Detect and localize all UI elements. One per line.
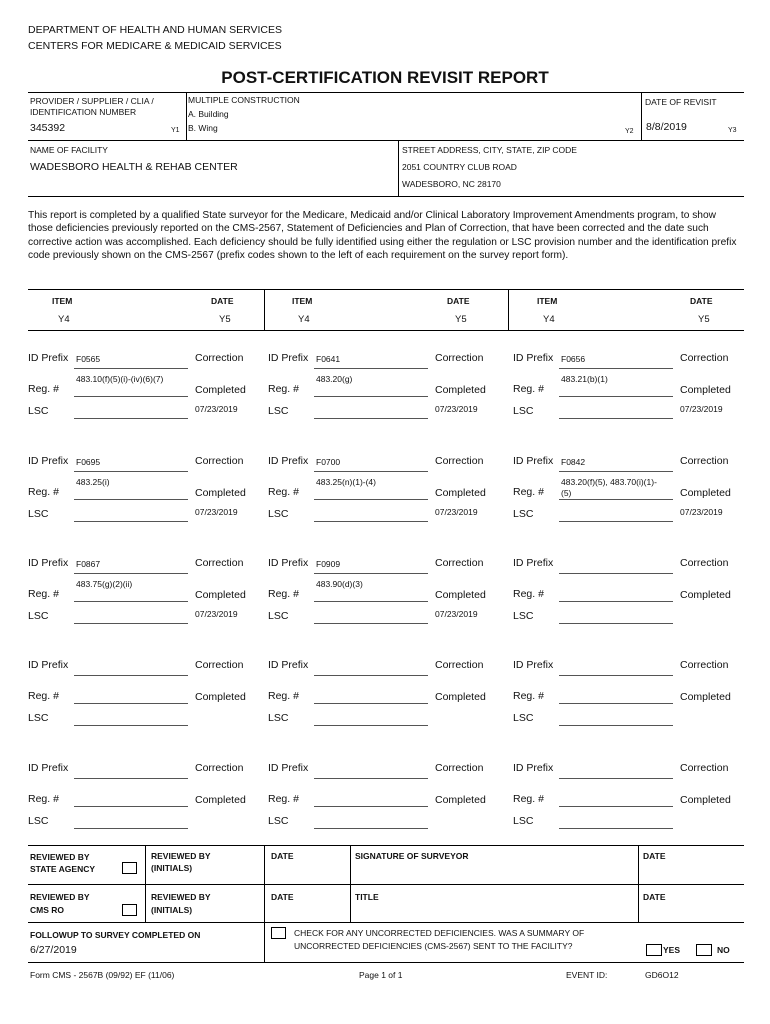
correction-label: Correction: [680, 352, 729, 364]
yes-label: YES: [663, 945, 681, 955]
date-header: DATE: [447, 296, 470, 306]
reg-label: Reg. #: [28, 690, 59, 702]
date-label-3: DATE: [271, 892, 294, 902]
completed-label: Completed: [680, 589, 731, 601]
y5-code: Y5: [698, 314, 710, 325]
correction-label: Correction: [195, 659, 244, 671]
form-id: Form CMS - 2567B (09/92) EF (11/06): [30, 970, 175, 980]
completed-label: Completed: [195, 487, 246, 499]
revisit-date-label: DATE OF REVISIT: [645, 97, 717, 107]
y4-code: Y4: [298, 314, 310, 325]
reviewed-cms-label-1: REVIEWED BY: [30, 892, 90, 902]
reg-underline: [559, 601, 673, 602]
reg-underline: [314, 396, 428, 397]
id-prefix-underline: [559, 471, 673, 472]
reviewed-state-label-1: REVIEWED BY: [30, 852, 90, 862]
facility-name-label: NAME OF FACILITY: [30, 145, 108, 155]
lsc-underline: [314, 725, 428, 726]
completed-label: Completed: [435, 487, 486, 499]
address-label: STREET ADDRESS, CITY, STATE, ZIP CODE: [402, 145, 577, 155]
no-label: NO: [717, 945, 730, 955]
reg-label: Reg. #: [513, 588, 544, 600]
reg-label: Reg. #: [28, 486, 59, 498]
id-prefix-underline: [314, 368, 428, 369]
reg-label: Reg. #: [513, 383, 544, 395]
reg-label: Reg. #: [268, 383, 299, 395]
reg-label: Reg. #: [268, 486, 299, 498]
lsc-label: LSC: [268, 508, 289, 520]
reg-value[interactable]: 483.20(f)(5), 483.70(i)(1)-: [561, 477, 657, 487]
provider-id-label-1: PROVIDER / SUPPLIER / CLIA /: [30, 96, 154, 106]
lsc-underline: [74, 623, 188, 624]
correction-label: Correction: [195, 762, 244, 774]
lsc-underline: [314, 828, 428, 829]
completed-label: Completed: [195, 691, 246, 703]
lsc-underline: [559, 623, 673, 624]
description-paragraph: This report is completed by a qualified State surveyor for the Medicare, Medicaid and/or Clinical Laboratory Improvement Amendments program, to show those deficiencies previously reported on the CMS-2567, Statement of Deficiencies and Plan of Correction, that have been corrected and the date such corrective action was accomplished. Each deficiency should be fully identified using either the regulation or LSC provision number and the identification prefix code previously shown on the CMS-2567 (prefix codes shown to the left of each requirement on the survey report form).: [28, 210, 737, 262]
id-prefix-underline: [74, 368, 188, 369]
item-header: ITEM: [292, 296, 313, 306]
facility-name-value: WADESBORO HEALTH & REHAB CENTER: [30, 161, 238, 173]
wing-label: B. Wing: [188, 123, 218, 133]
id-prefix-value[interactable]: F0641: [316, 354, 341, 364]
lsc-label: LSC: [513, 508, 534, 520]
completed-label: Completed: [680, 794, 731, 806]
reg-underline: [559, 396, 673, 397]
reviewed-cms-initials-label-2: (INITIALS): [151, 905, 193, 915]
reg-value[interactable]: 483.25(i): [76, 477, 110, 487]
lsc-underline: [559, 418, 673, 419]
reg-label: Reg. #: [513, 486, 544, 498]
lsc-underline: [559, 725, 673, 726]
correction-label: Correction: [435, 557, 484, 569]
lsc-label: LSC: [268, 610, 289, 622]
y5-code: Y5: [455, 314, 467, 325]
uncorrected-text-1: CHECK FOR ANY UNCORRECTED DEFICIENCIES. WAS A SUMMARY OF: [294, 928, 585, 938]
lsc-label: LSC: [513, 405, 534, 417]
reg-label: Reg. #: [28, 383, 59, 395]
id-prefix-underline: [559, 573, 673, 574]
id-prefix-underline: [74, 675, 188, 676]
id-prefix-underline: [314, 573, 428, 574]
revisit-date-value: 8/8/2019: [646, 121, 687, 133]
lsc-underline: [314, 623, 428, 624]
title-label: TITLE: [355, 892, 379, 902]
reg-underline: [559, 499, 673, 500]
provider-id-value: 345392: [30, 122, 66, 134]
reg-value[interactable]: 483.10(f)(5)(i)-(iv)(6)(7): [76, 374, 164, 384]
reg-underline: [559, 806, 673, 807]
construction-label: MULTIPLE CONSTRUCTION: [188, 95, 300, 105]
id-prefix-value[interactable]: F0656: [561, 354, 586, 364]
id-prefix-value[interactable]: F0700: [316, 457, 341, 467]
date-label-2: DATE: [643, 851, 666, 861]
address-line-1: 2051 COUNTRY CLUB ROAD: [402, 162, 517, 172]
reg-label: Reg. #: [268, 588, 299, 600]
reg-underline: [314, 806, 428, 807]
followup-label: FOLLOWUP TO SURVEY COMPLETED ON: [30, 930, 201, 940]
id-prefix-value[interactable]: F0695: [76, 457, 101, 467]
completed-label: Completed: [680, 691, 731, 703]
completed-date[interactable]: 07/23/2019: [435, 609, 478, 619]
completed-date[interactable]: 07/23/2019: [680, 507, 723, 517]
reg-underline: [74, 499, 188, 500]
lsc-label: LSC: [28, 405, 49, 417]
lsc-label: LSC: [513, 610, 534, 622]
correction-label: Correction: [195, 557, 244, 569]
reg-underline: [74, 396, 188, 397]
lsc-label: LSC: [28, 610, 49, 622]
completed-label: Completed: [195, 794, 246, 806]
completed-label: Completed: [435, 589, 486, 601]
reg-label: Reg. #: [513, 793, 544, 805]
id-prefix-underline: [559, 368, 673, 369]
id-prefix-label: ID Prefix: [268, 352, 309, 364]
id-prefix-label: ID Prefix: [268, 557, 309, 569]
id-prefix-underline: [559, 778, 673, 779]
reg-underline: [559, 703, 673, 704]
date-label-4: DATE: [643, 892, 666, 902]
lsc-underline: [74, 521, 188, 522]
state-agency-checkbox[interactable]: [122, 862, 137, 874]
id-prefix-underline: [314, 471, 428, 472]
id-prefix-value[interactable]: F0867: [76, 559, 101, 569]
reviewed-state-label-2: STATE AGENCY: [30, 864, 96, 874]
correction-label: Correction: [680, 762, 729, 774]
agency-line-2: CENTERS FOR MEDICARE & MEDICAID SERVICES: [28, 40, 282, 52]
reviewed-cms-initials-label-1: REVIEWED BY: [151, 892, 211, 902]
date-label-1: DATE: [271, 851, 294, 861]
completed-label: Completed: [435, 384, 486, 396]
correction-label: Correction: [435, 659, 484, 671]
item-header: ITEM: [537, 296, 558, 306]
completed-date[interactable]: 07/23/2019: [680, 404, 723, 414]
lsc-label: LSC: [28, 712, 49, 724]
correction-label: Correction: [680, 557, 729, 569]
signature-label: SIGNATURE OF SURVEYOR: [355, 851, 469, 861]
reg-value[interactable]: 483.21(b)(1): [561, 374, 608, 384]
no-checkbox[interactable]: [696, 944, 712, 956]
id-prefix-underline: [314, 675, 428, 676]
reg-value[interactable]: 483.90(d)(3): [316, 579, 363, 589]
date-header: DATE: [211, 296, 234, 306]
reg-value[interactable]: 483.20(g): [316, 374, 353, 384]
event-id-value: GD6O12: [645, 970, 679, 980]
correction-label: Correction: [435, 352, 484, 364]
lsc-underline: [314, 521, 428, 522]
id-prefix-label: ID Prefix: [28, 659, 69, 671]
reg-underline: [74, 601, 188, 602]
completed-date[interactable]: 07/23/2019: [435, 404, 478, 414]
id-prefix-value[interactable]: F0842: [561, 457, 586, 467]
event-id-label: EVENT ID:: [566, 970, 608, 980]
lsc-label: LSC: [268, 712, 289, 724]
id-prefix-label: ID Prefix: [513, 659, 554, 671]
id-prefix-label: ID Prefix: [268, 659, 309, 671]
completed-label: Completed: [195, 384, 246, 396]
agency-line-1: DEPARTMENT OF HEALTH AND HUMAN SERVICES: [28, 24, 282, 36]
provider-id-label-2: IDENTIFICATION NUMBER: [30, 107, 137, 117]
y4-code: Y4: [58, 314, 70, 325]
cms-ro-checkbox[interactable]: [122, 904, 137, 916]
y2-code: Y2: [625, 128, 634, 135]
reg-value-line-2[interactable]: (5): [561, 488, 572, 498]
correction-label: Correction: [435, 762, 484, 774]
followup-date: 6/27/2019: [30, 944, 77, 956]
id-prefix-underline: [559, 675, 673, 676]
correction-label: Correction: [195, 455, 244, 467]
completed-label: Completed: [435, 794, 486, 806]
reviewed-cms-label-2: CMS RO: [30, 905, 64, 915]
completed-label: Completed: [195, 589, 246, 601]
completed-date[interactable]: 07/23/2019: [195, 609, 238, 619]
lsc-label: LSC: [513, 815, 534, 827]
reg-label: Reg. #: [513, 690, 544, 702]
id-prefix-label: ID Prefix: [28, 455, 69, 467]
id-prefix-label: ID Prefix: [28, 352, 69, 364]
lsc-underline: [314, 418, 428, 419]
address-line-2: WADESBORO, NC 28170: [402, 179, 501, 189]
lsc-underline: [74, 725, 188, 726]
page-number: Page 1 of 1: [359, 970, 403, 980]
reg-value[interactable]: 483.75(g)(2)(ii): [76, 579, 133, 589]
completed-date[interactable]: 07/23/2019: [435, 507, 478, 517]
id-prefix-value[interactable]: F0565: [76, 354, 101, 364]
id-prefix-label: ID Prefix: [513, 762, 554, 774]
reviewed-initials-label-2: (INITIALS): [151, 863, 193, 873]
id-prefix-underline: [74, 471, 188, 472]
yes-checkbox[interactable]: [646, 944, 662, 956]
lsc-underline: [559, 521, 673, 522]
correction-label: Correction: [680, 659, 729, 671]
reg-label: Reg. #: [268, 793, 299, 805]
reg-label: Reg. #: [28, 588, 59, 600]
y3-code: Y3: [728, 127, 737, 134]
id-prefix-label: ID Prefix: [513, 557, 554, 569]
id-prefix-label: ID Prefix: [513, 352, 554, 364]
y1-code: Y1: [171, 127, 180, 134]
y4-code: Y4: [543, 314, 555, 325]
lsc-label: LSC: [268, 815, 289, 827]
date-header: DATE: [690, 296, 713, 306]
y5-code: Y5: [219, 314, 231, 325]
completed-label: Completed: [435, 691, 486, 703]
completed-date[interactable]: 07/23/2019: [195, 507, 238, 517]
reg-underline: [74, 703, 188, 704]
page-title: POST-CERTIFICATION REVISIT REPORT: [221, 68, 549, 87]
lsc-label: LSC: [28, 815, 49, 827]
reg-underline: [314, 499, 428, 500]
reviewed-initials-label-1: REVIEWED BY: [151, 851, 211, 861]
lsc-label: LSC: [28, 508, 49, 520]
completed-date[interactable]: 07/23/2019: [195, 404, 238, 414]
id-prefix-label: ID Prefix: [268, 762, 309, 774]
reg-label: Reg. #: [28, 793, 59, 805]
lsc-label: LSC: [513, 712, 534, 724]
id-prefix-underline: [74, 573, 188, 574]
id-prefix-value[interactable]: F0909: [316, 559, 341, 569]
completed-label: Completed: [680, 384, 731, 396]
correction-label: Correction: [680, 455, 729, 467]
reg-underline: [314, 601, 428, 602]
reg-label: Reg. #: [268, 690, 299, 702]
id-prefix-label: ID Prefix: [28, 762, 69, 774]
lsc-label: LSC: [268, 405, 289, 417]
uncorrected-checkbox[interactable]: [271, 927, 286, 939]
correction-label: Correction: [435, 455, 484, 467]
id-prefix-underline: [74, 778, 188, 779]
item-header: ITEM: [52, 296, 73, 306]
id-prefix-label: ID Prefix: [268, 455, 309, 467]
reg-value[interactable]: 483.25(n)(1)-(4): [316, 477, 376, 487]
lsc-underline: [74, 828, 188, 829]
building-label: A. Building: [188, 109, 229, 119]
correction-label: Correction: [195, 352, 244, 364]
lsc-underline: [559, 828, 673, 829]
reg-underline: [74, 806, 188, 807]
id-prefix-label: ID Prefix: [28, 557, 69, 569]
id-prefix-label: ID Prefix: [513, 455, 554, 467]
id-prefix-underline: [314, 778, 428, 779]
lsc-underline: [74, 418, 188, 419]
uncorrected-text-2: UNCORRECTED DEFICIENCIES (CMS-2567) SENT TO THE FACILITY?: [294, 941, 573, 951]
completed-label: Completed: [680, 487, 731, 499]
reg-underline: [314, 703, 428, 704]
